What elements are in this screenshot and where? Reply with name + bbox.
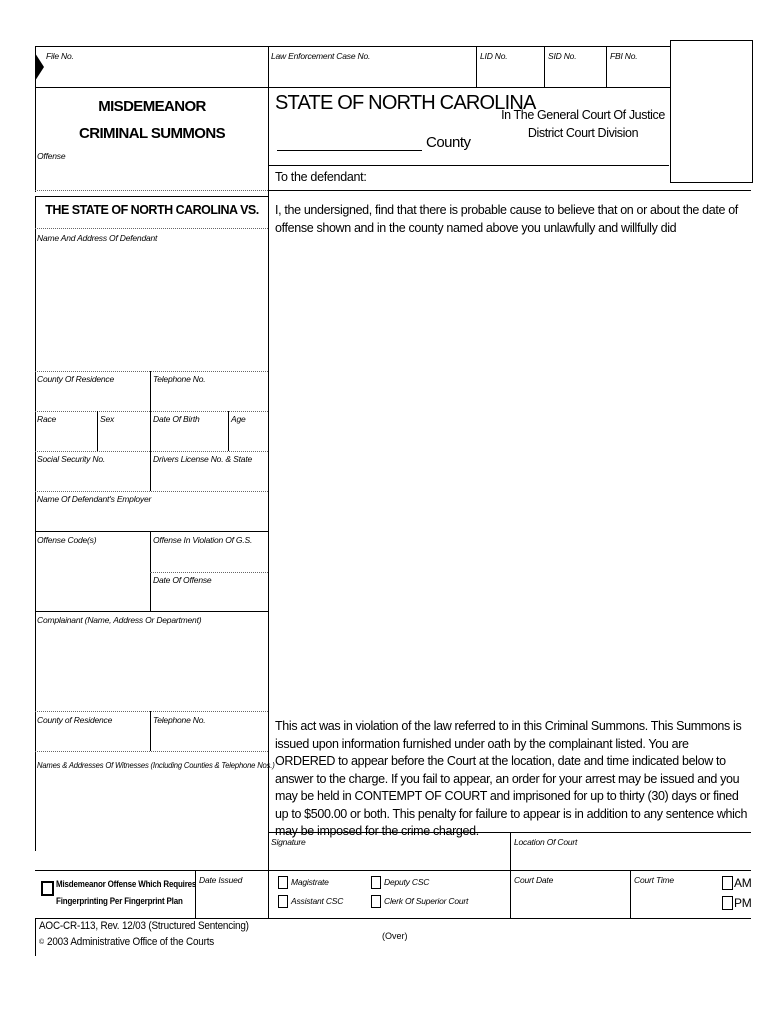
divider-race-sex (97, 411, 98, 451)
bottom-row-top-border (35, 870, 751, 871)
court-date-label: Court Date (514, 875, 554, 885)
header-top-border (35, 46, 670, 47)
offense-codes-top-border (35, 531, 268, 532)
left-border-main (35, 196, 36, 851)
divider-ssn-dl (150, 451, 151, 491)
fingerprint-line1: Misdemeanor Offense Which Requires (56, 879, 197, 890)
pm-label: PM (734, 896, 752, 910)
employer-top-rule (35, 491, 268, 492)
copyright-text: 2003 Administrative Office of the Courts (46, 936, 214, 948)
witnesses-top-rule (35, 751, 268, 752)
name-address-top-rule (35, 228, 268, 229)
date-offense-top-rule (150, 572, 268, 573)
age-label: Age (231, 414, 246, 424)
divider-fingerprint-date (195, 870, 196, 918)
offense-bottom-rule (35, 190, 268, 191)
copyright-line (39, 936, 232, 948)
assistant-csc-checkbox[interactable] (278, 895, 288, 908)
photo-box (670, 40, 753, 183)
deputy-csc-checkbox[interactable] (371, 876, 381, 889)
divider-lid-no (476, 46, 477, 88)
magistrate-label: Magistrate (291, 877, 329, 887)
am-checkbox[interactable] (722, 876, 733, 890)
complainant-telephone-label: Telephone No. (153, 715, 206, 725)
date-offense-label: Date Of Offense (153, 575, 212, 585)
file-no-label: File No. (46, 51, 74, 61)
divider-courtdate-time (630, 870, 631, 918)
probable-cause-text: I, the undersigned, find that there is probable cause to believe that on or about the date of offense shown and in the county named above you unlawfully and willfully did (275, 203, 738, 235)
divider-complainant-tel (150, 711, 151, 751)
offense-violation-label: Offense In Violation Of G.S. (153, 535, 253, 545)
county-label: County (426, 134, 471, 151)
left-border-footer (35, 918, 36, 956)
probable-cause-top-border (268, 190, 751, 191)
left-column-right-border (268, 165, 269, 851)
form-number: AOC-CR-113, Rev. 12/03 (Structured Sentencing) (39, 920, 249, 932)
offense-label: Offense (37, 151, 66, 161)
race-label: Race (37, 414, 57, 424)
complainant-label: Complainant (Name, Address Or Department) (37, 615, 202, 625)
ssn-label: Social Security No. (37, 454, 106, 464)
date-issued-label: Date Issued (199, 875, 243, 885)
am-label: AM (734, 876, 752, 890)
assistant-csc-label: Assistant CSC (291, 896, 344, 906)
dob-label: Date Of Birth (153, 414, 200, 424)
court-line1: In The General Court Of Justice (501, 108, 665, 122)
header-bottom-border (35, 87, 670, 88)
divider-county-tel (150, 371, 151, 411)
bottom-row-bottom-border (35, 918, 751, 919)
state-vs-heading: THE STATE OF NORTH CAROLINA VS. (45, 203, 259, 217)
over-label: (Over) (382, 931, 408, 941)
pm-checkbox[interactable] (722, 896, 733, 910)
employer-label: Name Of Defendant's Employer (37, 494, 152, 504)
title-criminal-summons: CRIMINAL SUMMONS (79, 125, 225, 142)
witnesses-label: Names & Addresses Of Witnesses (Including Counties & Telephone Nos.) (37, 760, 275, 770)
complainant-county-label: County of Residence (37, 715, 113, 725)
name-address-label: Name And Address Of Defendant (37, 233, 158, 243)
divider-dob-age (228, 411, 229, 451)
divider-signature-location (510, 832, 511, 918)
law-case-no-label: Law Enforcement Case No. (271, 51, 371, 61)
corner-marker-icon (35, 53, 44, 81)
county-residence-top-rule (35, 371, 268, 372)
divider-fbi-no (606, 46, 607, 88)
clerk-superior-checkbox[interactable] (371, 895, 381, 908)
state-vs-top-border (35, 196, 268, 197)
title-misdemeanor: MISDEMEANOR (98, 98, 206, 115)
sex-label: Sex (100, 414, 115, 424)
fingerprint-line2: Fingerprinting Per Fingerprint Plan (56, 896, 183, 907)
divider-sid-no (544, 46, 545, 88)
clerk-superior-label: Clerk Of Superior Court (384, 896, 469, 906)
magistrate-checkbox[interactable] (278, 876, 288, 889)
witnesses-label-wrap (37, 755, 301, 773)
deputy-csc-label: Deputy CSC (384, 877, 430, 887)
complainant-county-top-rule (35, 711, 268, 712)
signature-label: Signature (271, 837, 306, 847)
divider-sex-dob (150, 411, 151, 451)
complainant-top-border (35, 611, 268, 612)
divider-title-state (268, 88, 269, 166)
state-title: STATE OF NORTH CAROLINA (275, 92, 536, 114)
race-top-rule (35, 411, 268, 412)
drivers-license-label: Drivers License No. & State (153, 454, 253, 464)
state-block-bottom-border (268, 165, 669, 166)
fingerprint-checkbox[interactable] (41, 881, 54, 896)
county-residence-label: County Of Residence (37, 374, 114, 384)
location-court-label: Location Of Court (514, 837, 578, 847)
offense-codes-label: Offense Code(s) (37, 535, 97, 545)
court-time-label: Court Time (634, 875, 674, 885)
to-defendant-text: To the defendant: (275, 170, 367, 184)
county-blank-line (277, 150, 422, 151)
court-line2: District Court Division (527, 126, 639, 140)
lid-no-label: LID No. (480, 51, 508, 61)
fbi-no-label: FBI No. (610, 51, 638, 61)
copyright-symbol: © (39, 939, 44, 946)
ssn-top-rule (35, 451, 268, 452)
sid-no-label: SID No. (548, 51, 577, 61)
summons-text: This act was in violation of the law referred to in this Criminal Summons. This Summons is issued upon information furnished under oath by the complainant listed. You are ORDERED to appear before the Court at the location, date and time indicated below to answer to the charge. If you fail to appear, an order for your arrest may be issued and you may be held in CONTEMPT OF COURT and imprisoned for up to thirty (30) days or fined up to $500.00 or both. This penalty for failure to appear is in addition to any sentence which may be imposed for the crime charged. (275, 719, 748, 838)
divider-offense-codes (150, 531, 151, 611)
divider-case-no (268, 46, 269, 88)
telephone-label: Telephone No. (153, 374, 206, 384)
divider-date-magistrate (268, 851, 269, 918)
